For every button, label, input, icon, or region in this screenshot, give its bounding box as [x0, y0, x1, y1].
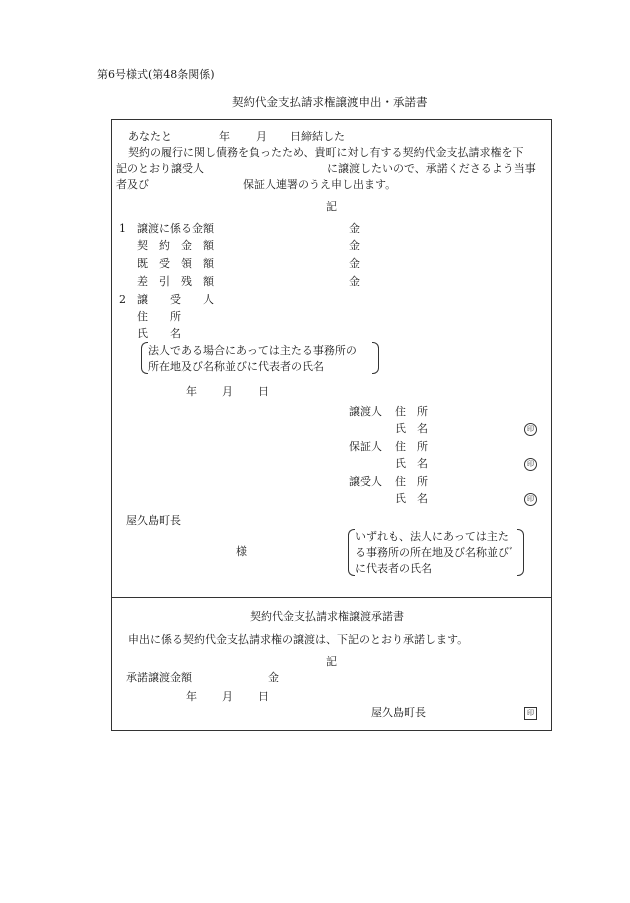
addressee: 屋久島町長	[126, 514, 181, 527]
address-label: 住 所	[395, 440, 428, 453]
kin-label: 金	[349, 257, 360, 270]
date-month: 月	[222, 690, 233, 703]
note-bracket-left	[141, 342, 148, 374]
date-month: 月	[222, 385, 233, 398]
contract-amount-label: 契 約 金 額	[137, 239, 214, 252]
seal-icon: 印	[524, 458, 537, 471]
kin-label: 金	[268, 671, 279, 684]
official-seal-icon: 印	[524, 707, 537, 720]
consent-title: 契約代金支払請求権譲渡承諾書	[250, 610, 404, 623]
note-bracket-right	[372, 342, 379, 374]
name-label: 氏 名	[395, 422, 428, 435]
intro-text: あなたと	[128, 130, 172, 143]
amount-label: 譲渡に係る金額	[137, 222, 214, 235]
assignee-label: 譲受人	[349, 475, 382, 488]
date-year: 年	[186, 385, 197, 398]
name-label: 氏 名	[137, 327, 181, 340]
date-day: 日	[258, 385, 269, 398]
consent-body: 申出に係る契約代金支払請求権の譲渡は、下記のとおり承諾します。	[128, 633, 469, 646]
consent-amount-label: 承諾譲渡金額	[126, 671, 192, 684]
intro-text: 記のとおり譲受人	[116, 162, 204, 175]
address-label: 住 所	[395, 475, 428, 488]
intro-month: 月	[256, 130, 267, 143]
intro-text: 保証人連署のうえ申し出ます。	[243, 178, 397, 191]
guarantor-label: 保証人	[349, 440, 382, 453]
sama-label: 様	[236, 545, 247, 558]
kin-label: 金	[349, 222, 360, 235]
note-bracket-left	[348, 529, 355, 576]
intro-text: 契約の履行に関し債務を負ったため、貴町に対し有する契約代金支払請求権を下	[128, 146, 524, 159]
item-number: 2	[119, 293, 126, 306]
seal-icon: 印	[524, 493, 537, 506]
seal-icon: 印	[524, 423, 537, 436]
date-year: 年	[186, 690, 197, 703]
mayor-label: 屋久島町長	[371, 706, 426, 719]
assignor-label: 譲渡人	[349, 405, 382, 418]
address-label: 住 所	[137, 310, 181, 323]
form-number: 第6号様式(第48条関係)	[97, 68, 215, 81]
section-divider	[111, 597, 552, 598]
intro-text: に譲渡したいので、承諾くださるよう当事	[327, 162, 536, 175]
note-text: 法人である場合にあっては主たる事務所の	[148, 344, 357, 357]
name-label: 氏 名	[395, 492, 428, 505]
note-text: に代表者の氏名	[355, 562, 432, 575]
kin-label: 金	[349, 275, 360, 288]
name-label: 氏 名	[395, 457, 428, 470]
note-bracket-right	[517, 529, 524, 576]
intro-text: 者及び	[116, 178, 149, 191]
ki-heading: 記	[326, 200, 337, 213]
balance-label: 差 引 残 額	[137, 275, 214, 288]
intro-day: 日締結した	[290, 130, 345, 143]
received-amount-label: 既 受 領 額	[137, 257, 214, 270]
note-text: いずれも、法人にあっては主た	[355, 530, 509, 543]
kin-label: 金	[349, 239, 360, 252]
address-label: 住 所	[395, 405, 428, 418]
ki-heading: 記	[326, 655, 337, 668]
date-day: 日	[258, 690, 269, 703]
item-number: 1	[119, 222, 126, 235]
note-text: 所在地及び名称並びに代表者の氏名	[148, 360, 324, 373]
intro-year: 年	[219, 130, 230, 143]
form-title: 契約代金支払請求権譲渡申出・承諾書	[232, 95, 428, 109]
note-text: る事務所の所在地及び名称並びﾞ	[355, 546, 515, 559]
transferee-label: 譲 受 人	[137, 293, 214, 306]
